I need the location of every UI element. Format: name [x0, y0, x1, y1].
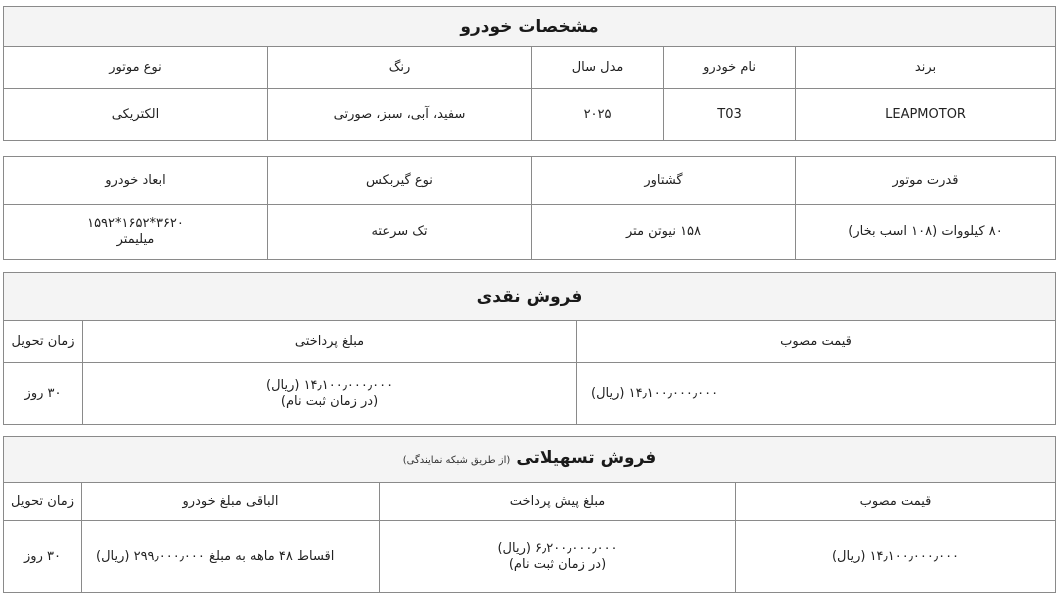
cash-payment-line2: (در زمان ثبت نام)	[280, 393, 379, 409]
cash-sale-table	[3, 272, 1056, 425]
dimensions-value	[4, 205, 268, 260]
installment-down-payment-line1: ۶٫۲۰۰٫۰۰۰٫۰۰۰ (ریال)	[497, 540, 618, 556]
gearbox-header: نوع گیربکس	[268, 157, 532, 205]
installment-approved-price-header: قیمت مصوب	[736, 483, 1056, 521]
installment-remaining-header: الباقی مبلغ خودرو	[82, 483, 380, 521]
dimensions-value-line2: میلیمتر	[116, 232, 155, 247]
cash-payment-header: مبلغ پرداختی	[83, 321, 577, 363]
cash-payment-line1: ۱۴٫۱۰۰٫۰۰۰٫۰۰۰ (ریال)	[266, 377, 394, 393]
installment-down-payment-header: مبلغ پیش پرداخت	[380, 483, 736, 521]
model-year-value: ۲۰۲۵	[532, 89, 664, 141]
torque-value: ۱۵۸ نیوتن متر	[532, 205, 796, 260]
vehicle-specs-table	[3, 6, 1056, 141]
model-name-header: نام خودرو	[664, 47, 796, 89]
color-value: سفید، آبی، سبز، صورتی	[268, 89, 532, 141]
vehicle-specs-table-2	[3, 156, 1056, 260]
model-name-value: T03	[664, 89, 796, 141]
cash-sale-title: فروش نقدی	[4, 273, 1056, 321]
installment-delivery-header: زمان تحویل	[4, 483, 82, 521]
engine-power-header: قدرت موتور	[796, 157, 1056, 205]
installment-remaining-value: اقساط ۴۸ ماهه به مبلغ ۲۹۹٫۰۰۰٫۰۰۰ (ریال)	[82, 521, 380, 593]
installment-sale-title-note: (از طریق شبکه نمایندگی)	[402, 455, 511, 466]
installment-delivery-value: ۳۰ روز	[4, 521, 82, 593]
installment-down-payment-line2: (در زمان ثبت نام)	[508, 556, 607, 572]
installment-sale-title: فروش تسهیلاتی	[516, 448, 657, 468]
cash-approved-price-header: قیمت مصوب	[577, 321, 1056, 363]
installment-down-payment-value	[380, 521, 736, 593]
installment-approved-price-value: ۱۴٫۱۰۰٫۰۰۰٫۰۰۰ (ریال)	[736, 521, 1056, 593]
vehicle-specs-title: مشخصات خودرو	[4, 7, 1056, 47]
engine-type-header: نوع موتور	[4, 47, 268, 89]
cash-approved-price-value: ۱۴٫۱۰۰٫۰۰۰٫۰۰۰ (ریال)	[577, 363, 1056, 425]
installment-sale-title-cell	[4, 437, 1056, 483]
engine-power-value: ۸۰ کیلووات (۱۰۸ اسب بخار)	[796, 205, 1056, 260]
dimensions-header: ابعاد خودرو	[4, 157, 268, 205]
engine-type-value: الکتریکی	[4, 89, 268, 141]
installment-sale-table	[3, 436, 1056, 593]
brand-value: LEAPMOTOR	[796, 89, 1056, 141]
model-year-header: مدل سال	[532, 47, 664, 89]
color-header: رنگ	[268, 47, 532, 89]
torque-header: گشتاور	[532, 157, 796, 205]
cash-delivery-value: ۳۰ روز	[4, 363, 83, 425]
cash-payment-value	[83, 363, 577, 425]
gearbox-value: تک سرعته	[268, 205, 532, 260]
dimensions-value-line1: ۳۶۲۰*۱۶۵۲*۱۵۹۲	[87, 216, 184, 231]
cash-delivery-header: زمان تحویل	[4, 321, 83, 363]
brand-header: برند	[796, 47, 1056, 89]
